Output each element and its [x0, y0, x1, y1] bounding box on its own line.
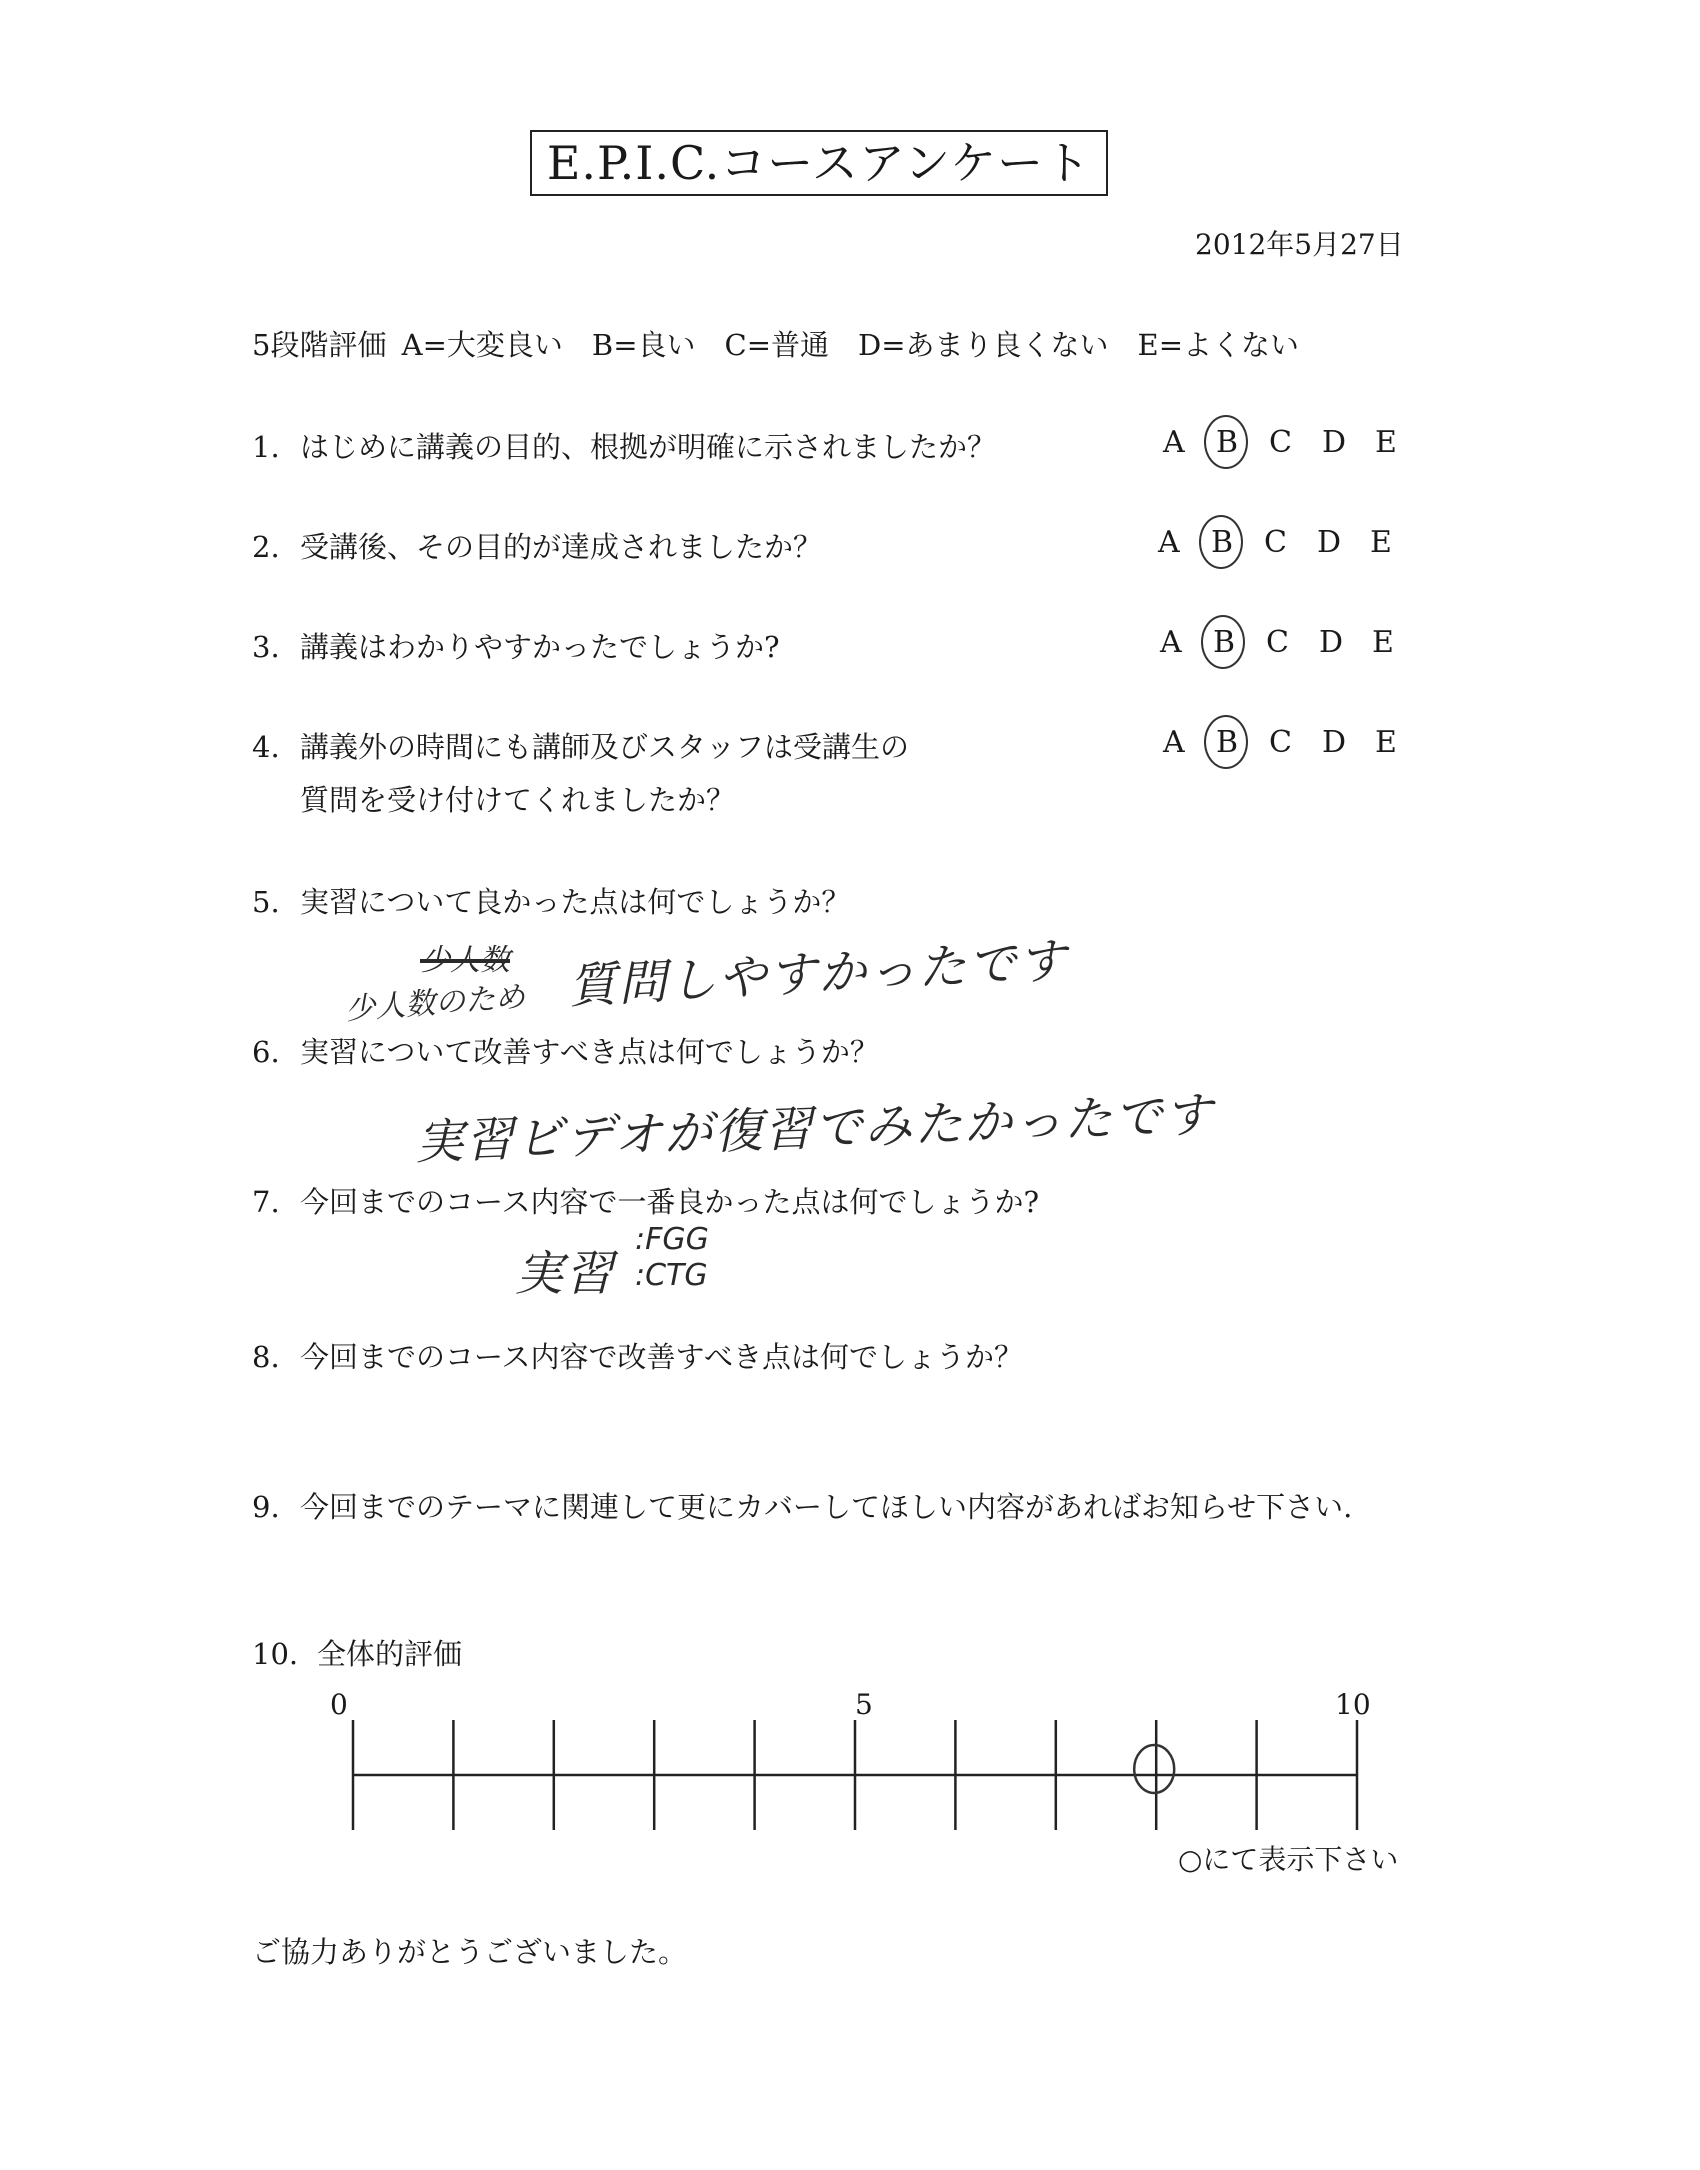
option-b-circled[interactable]: B: [1216, 725, 1269, 760]
question-text: 受講後、その目的が達成されましたか？: [300, 530, 823, 564]
question-2-options: [1158, 525, 1423, 560]
question-number: 5.: [252, 885, 280, 919]
q5-struck-text: 少人数: [420, 943, 510, 978]
scale-label-max: 10: [1335, 1688, 1371, 1721]
q7-answer[interactable]: 実習: [515, 1246, 616, 1302]
scale-label-min: 0: [330, 1688, 348, 1721]
question-7: [252, 1180, 1039, 1221]
q5-note: 少人数のため: [344, 979, 527, 1028]
question-text: 今回までのテーマに関連して更にカバーしてほしい内容があればお知らせ下さい.: [300, 1490, 1353, 1524]
option-b-circled[interactable]: B: [1216, 425, 1269, 460]
scale-selected-circle: [1134, 1745, 1174, 1793]
question-number: 3.: [252, 630, 280, 664]
question-number: 10.: [252, 1637, 299, 1671]
question-text: はじめに講義の目的、根拠が明確に示されましたか？: [300, 430, 997, 464]
option-a[interactable]: A: [1160, 625, 1182, 660]
question-3-options: [1160, 625, 1425, 660]
option-b-circled[interactable]: B: [1213, 625, 1266, 660]
question-4-line2: 質問を受け付けてくれましたか？: [300, 783, 736, 817]
overall-label-text: 全体的評価: [317, 1637, 463, 1671]
option-d[interactable]: D: [1322, 725, 1347, 760]
form-title: E.P.I.C.コースアンケート: [530, 130, 1108, 196]
question-text: 実習について改善すべき点は何でしょうか？: [300, 1035, 879, 1069]
scale-label-mid: 5: [855, 1688, 873, 1721]
question-text: 講義はわかりやすかったでしょうか?: [300, 630, 780, 664]
option-c[interactable]: C: [1264, 525, 1287, 560]
question-5: [252, 880, 850, 921]
option-a[interactable]: A: [1158, 525, 1180, 560]
option-d[interactable]: D: [1319, 625, 1344, 660]
overall-label: [252, 1632, 462, 1673]
rating-legend: 5段階評価 A=大変良い B=良い C=普通 D=あまり良くない E=よくない: [252, 328, 1300, 362]
question-3: [252, 625, 780, 666]
question-2: [252, 525, 822, 566]
option-e[interactable]: E: [1375, 725, 1397, 760]
option-e[interactable]: E: [1370, 525, 1392, 560]
question-number: 8.: [252, 1340, 280, 1374]
question-number: 2.: [252, 530, 280, 564]
option-c[interactable]: C: [1269, 425, 1292, 460]
scale-instruction: ○にて表示下さい: [1178, 1843, 1399, 1876]
question-number: 1.: [252, 430, 280, 464]
q5-answer[interactable]: 質問しやすかったです: [567, 932, 1070, 1016]
question-text: 今回までのコース内容で改善すべき点は何でしょうか？: [300, 1340, 1023, 1374]
question-4: [252, 725, 909, 766]
option-e[interactable]: E: [1372, 625, 1394, 660]
option-d[interactable]: D: [1317, 525, 1342, 560]
scale-ticks: [353, 1720, 1357, 1830]
overall-scale[interactable]: [340, 1720, 1380, 1830]
question-number: 4.: [252, 730, 280, 764]
option-a[interactable]: A: [1163, 425, 1185, 460]
question-text: 講義外の時間にも講師及びスタッフは受講生の: [300, 730, 910, 764]
question-1: [252, 425, 996, 466]
question-number: 6.: [252, 1035, 280, 1069]
option-b-circled[interactable]: B: [1211, 525, 1264, 560]
option-c[interactable]: C: [1266, 625, 1289, 660]
q6-answer[interactable]: 実習ビデオが復習でみたかったです: [414, 1087, 1215, 1171]
question-8: [252, 1335, 1023, 1376]
q7-item-1: :FGG: [635, 1222, 709, 1257]
question-number: 7.: [252, 1185, 280, 1219]
question-9: [252, 1485, 1352, 1526]
question-number: 9.: [252, 1490, 280, 1524]
question-4-options: [1163, 725, 1428, 760]
form-date: 2012年5月27日: [1195, 228, 1404, 261]
option-c[interactable]: C: [1269, 725, 1292, 760]
question-6: [252, 1030, 879, 1071]
thanks-message: ご協力ありがとうございました。: [252, 1935, 688, 1969]
question-text: 実習について良かった点は何でしょうか？: [300, 885, 851, 919]
option-e[interactable]: E: [1375, 425, 1397, 460]
q7-item-2: :CTG: [635, 1258, 708, 1293]
option-a[interactable]: A: [1163, 725, 1185, 760]
question-text: 今回までのコース内容で一番良かった点は何でしょうか?: [300, 1185, 1040, 1219]
option-d[interactable]: D: [1322, 425, 1347, 460]
question-1-options: [1163, 425, 1428, 460]
